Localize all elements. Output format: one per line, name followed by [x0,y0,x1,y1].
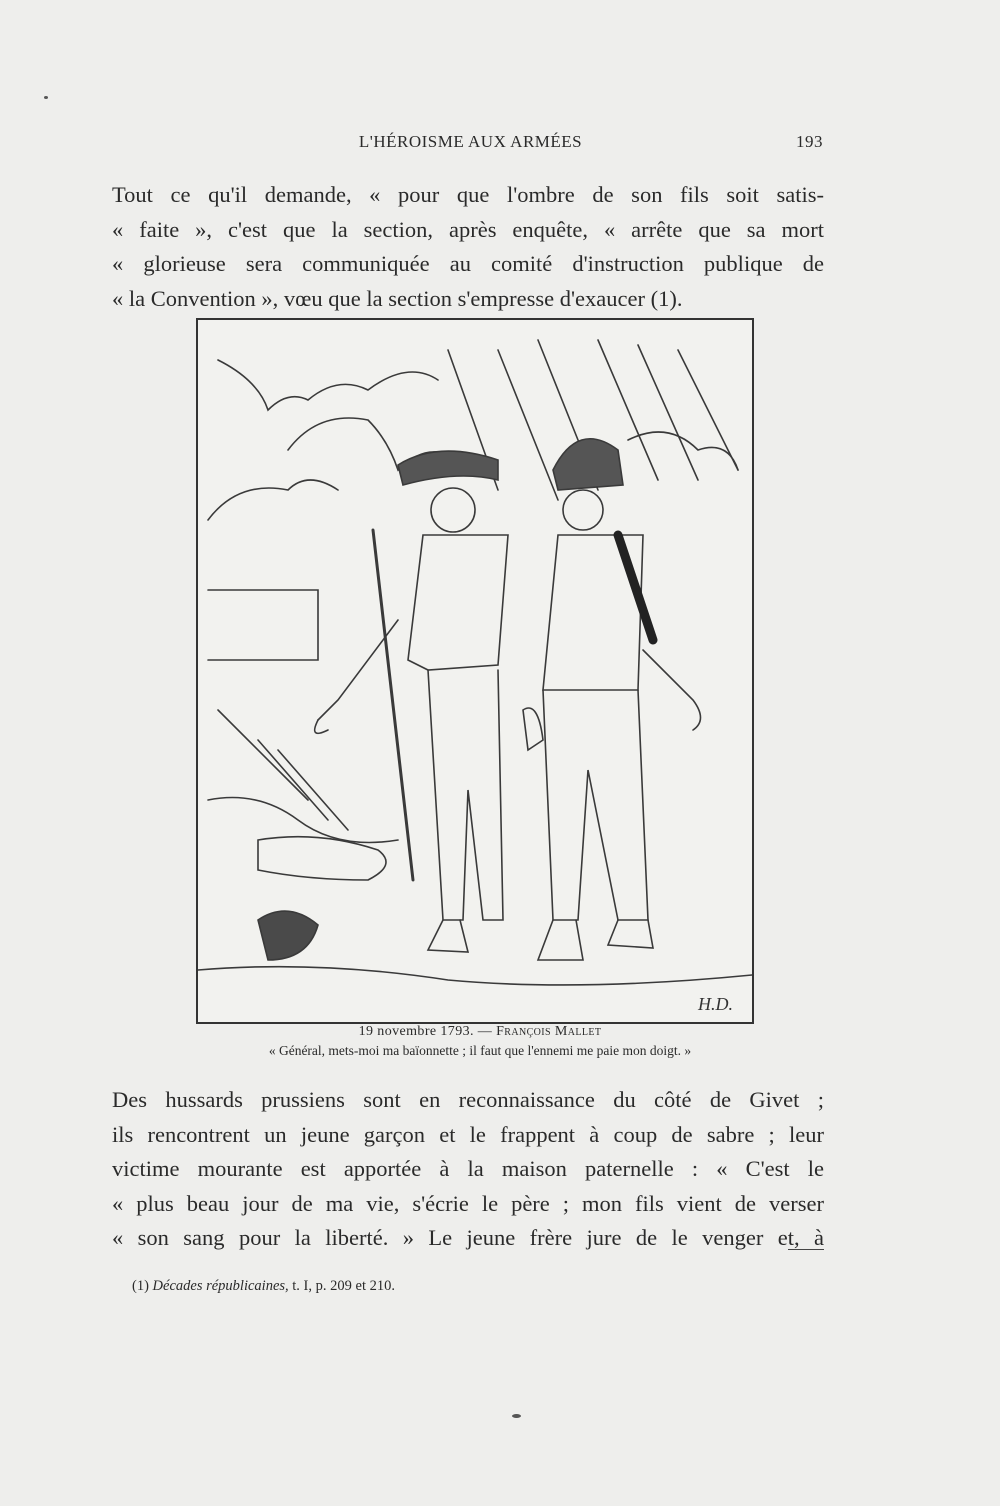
text-line: « son sang pour la liberté. » Le jeune frère jure de le venger et, à [112,1225,824,1250]
paper-speck [512,1414,521,1418]
illustration-drawing [198,320,752,1022]
text-line: victime mourante est apportée à la maison paternelle : « C'est le [112,1156,824,1181]
footnote-reference: t. I, p. 209 et 210. [288,1278,395,1294]
running-title: L'HÉROISME AUX ARMÉES [358,132,583,151]
paragraph-2 [112,1083,824,1256]
text-line: « plus beau jour de ma vie, s'écrie le père ; mon fils vient de verser [112,1190,824,1216]
text-line: ils rencontrent un jeune garçon et le frappent à coup de sabre ; leur [112,1121,824,1147]
text-line: Des hussards prussiens sont en reconnaissance du côté de Givet ; [112,1087,824,1112]
text-line: Tout ce qu'il demande, « pour que l'ombre de son fils soit satis- [112,182,824,207]
running-head [118,132,823,158]
footnote-source: Décades républicaines, [152,1278,289,1294]
artist-signature: H.D. [698,994,733,1014]
page-number: 193 [796,132,823,151]
footnote-marker: (1) [132,1278,149,1294]
text-line: « la Convention », vœu que la section s'empresse d'exaucer (1). [112,285,683,311]
engraving-illustration [196,318,754,1024]
paragraph-1 [112,178,824,316]
caption-date: 19 novembre 1793. [358,1024,474,1039]
caption-dash: — [473,1024,497,1039]
figure-caption-title [180,1024,780,1040]
caption-name: François Mallet [496,1024,602,1039]
text-line: « glorieuse sera communiquée au comité d'instruction publique de [112,251,824,276]
text-line: « faite », c'est que la section, après enquête, « arrête que sa mort [112,216,824,242]
paper-speck [44,96,48,99]
footnote-divider [788,1249,824,1250]
figure-caption-quote: « Général, mets-moi ma baïonnette ; il faut que l'ennemi me paie mon doigt. » [268,1043,692,1058]
footnote [132,1278,395,1295]
